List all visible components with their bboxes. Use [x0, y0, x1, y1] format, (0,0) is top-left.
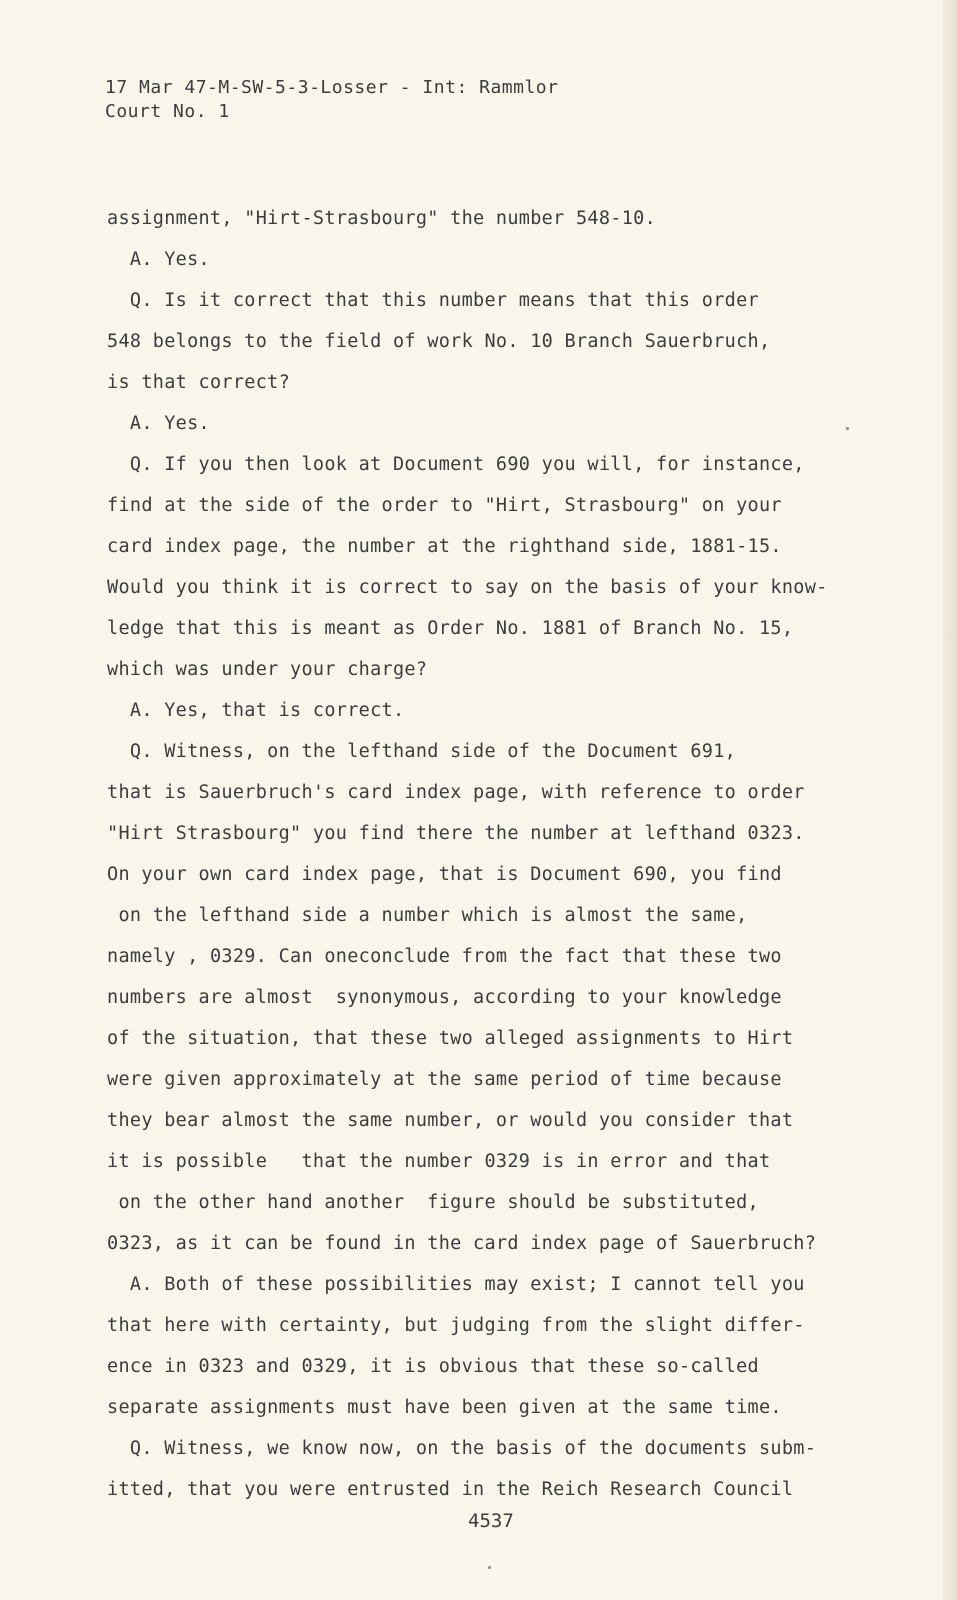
- document-header: [105, 76, 558, 124]
- transcript-line: numbers are almost synonymous, according to your knowledge: [107, 987, 782, 1008]
- transcript-line: of the situation, that these two alleged assignments to Hirt: [107, 1028, 794, 1049]
- transcript-line: itted, that you were entrusted in the Reich Research Council: [107, 1479, 794, 1500]
- transcript-line: separate assignments must have been given at the same time.: [107, 1397, 782, 1418]
- paper-speck: [846, 427, 849, 430]
- transcript-line: "Hirt Strasbourg" you find there the number at lefthand 0323.: [107, 823, 805, 844]
- transcript-line: assignment, "Hirt-Strasbourg" the number 548-10.: [107, 208, 657, 229]
- page-edge-shadow: [943, 0, 957, 1600]
- transcript-line: A. Yes.: [107, 249, 210, 270]
- transcript-line: ledge that this is meant as Order No. 1881 of Branch No. 15,: [107, 618, 794, 639]
- transcript-line: card index page, the number at the righthand side, 1881-15.: [107, 536, 782, 557]
- transcript-line: that is Sauerbruch's card index page, with reference to order: [107, 782, 805, 803]
- transcript-line: Would you think it is correct to say on the basis of your know-: [107, 577, 828, 598]
- transcript-line: 0323, as it can be found in the card index page of Sauerbruch?: [107, 1233, 817, 1254]
- transcript-line: were given approximately at the same period of time because: [107, 1069, 782, 1090]
- transcript-line: on the other hand another figure should be substituted,: [107, 1192, 759, 1213]
- transcript-line: 548 belongs to the field of work No. 10 Branch Sauerbruch,: [107, 331, 771, 352]
- transcript-line: it is possible that the number 0329 is in error and that: [107, 1151, 771, 1172]
- transcript-line: Q. Witness, on the lefthand side of the Document 691,: [107, 741, 737, 762]
- transcript-line: ence in 0323 and 0329, it is obvious that these so-called: [107, 1356, 759, 1377]
- transcript-line: namely , 0329. Can oneconclude from the fact that these two: [107, 946, 782, 967]
- paper-speck: [488, 1566, 491, 1569]
- transcript-body: [107, 198, 877, 1510]
- transcript-line: Q. Witness, we know now, on the basis of the documents subm-: [107, 1438, 817, 1459]
- transcript-line: they bear almost the same number, or would you consider that: [107, 1110, 794, 1131]
- header-court-line: Court No. 1: [105, 101, 230, 122]
- header-case-line: 17 Mar 47-M-SW-5-3-Losser - Int: Rammlor: [105, 77, 559, 98]
- transcript-line: Q. If you then look at Document 690 you will, for instance,: [107, 454, 805, 475]
- transcript-line: find at the side of the order to "Hirt, Strasbourg" on your: [107, 495, 782, 516]
- transcript-line: on the lefthand side a number which is almost the same,: [107, 905, 748, 926]
- transcript-line: Q. Is it correct that this number means that this order: [107, 290, 759, 311]
- transcript-line: which was under your charge?: [107, 659, 428, 680]
- transcript-line: On your own card index page, that is Document 690, you find: [107, 864, 782, 885]
- transcript-line: A. Yes, that is correct.: [107, 700, 405, 721]
- page-number: 4537: [468, 1510, 514, 1532]
- transcript-line: is that correct?: [107, 372, 291, 393]
- transcript-line: A. Yes.: [107, 413, 210, 434]
- transcript-line: that here with certainty, but judging from the slight differ-: [107, 1315, 805, 1336]
- transcript-line: A. Both of these possibilities may exist; I cannot tell you: [107, 1274, 805, 1295]
